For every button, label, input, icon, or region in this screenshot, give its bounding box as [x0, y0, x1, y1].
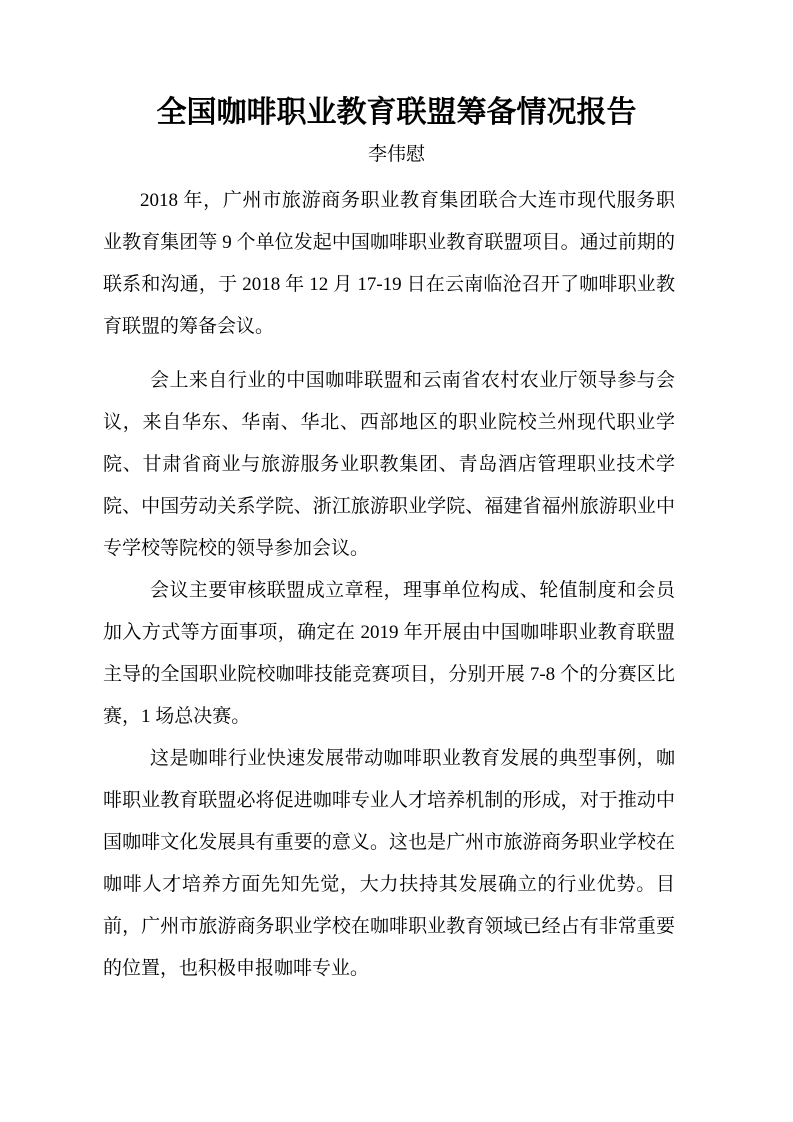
paragraph-4: 这是咖啡行业快速发展带动咖啡职业教育发展的典型事例，咖啡职业教育联盟必将促进咖啡专业人才培养机制的形成，对于推动中国咖啡文化发展具有重要的意义。这也是广州市旅游商务职业学校在咖啡人才培养方面先知先觉，大力扶持其发展确立的行业优势。目前，广州市旅游商务职业学校在咖啡职业教育领域已经占有非常重要的位置，也积极申报咖啡专业。 [103, 748, 675, 979]
paragraph-3: 会议主要审核联盟成立章程，理事单位构成、轮值制度和会员加入方式等方面事项，确定在 2019 年开展由中国咖啡职业教育联盟主导的全国职业院校咖啡技能竞赛项目，分别开展 7-8 个的分赛区比赛，1 场总决赛。 [103, 580, 675, 727]
paragraph-2: 会上来自行业的中国咖啡联盟和云南省农村农业厅领导参与会议，来自华东、华南、华北、西部地区的职业院校兰州现代职业学院、甘肃省商业与旅游服务业职教集团、青岛酒店管理职业技术学院、中国劳动关系学院、浙江旅游职业学院、福建省福州旅游职业中专学校等院校的领导参加会议。 [103, 370, 675, 559]
document-title: 全国咖啡职业教育联盟筹备情况报告 [156, 96, 637, 129]
document-body [103, 180, 675, 990]
paragraph-1: 2018 年，广州市旅游商务职业教育集团联合大连市现代服务职业教育集团等 9 个单位发起中国咖啡职业教育联盟项目。通过前期的联系和沟通，于 2018 年 12 月 17-19 日在云南临沧召开了咖啡职业教育联盟的筹备会议。 [103, 190, 675, 337]
document-author: 李伟慰 [367, 144, 425, 165]
